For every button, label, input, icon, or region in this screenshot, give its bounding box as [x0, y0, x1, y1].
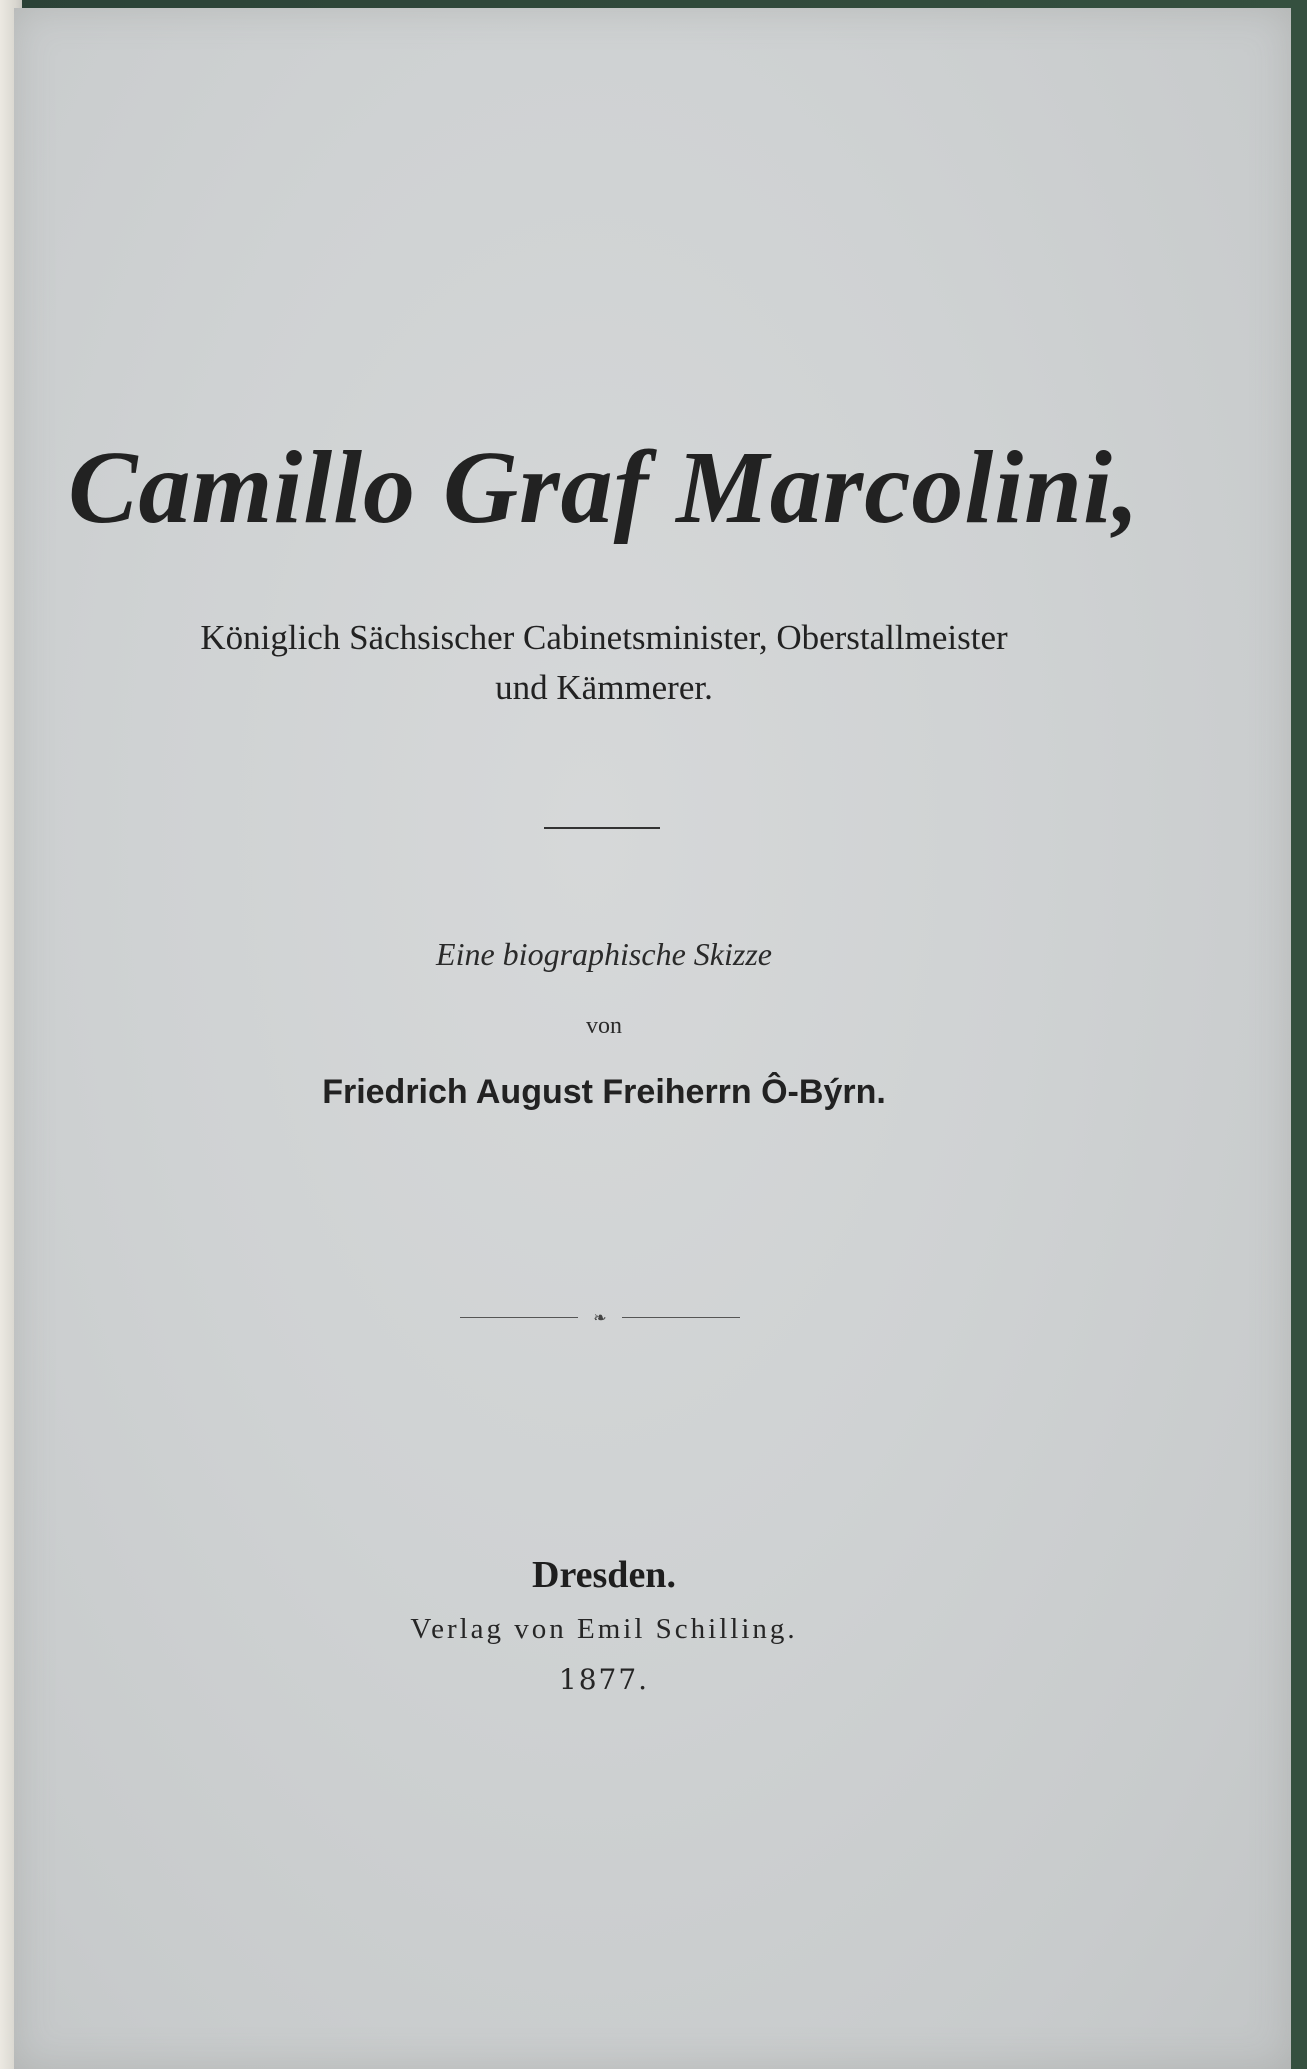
publisher: Verlag von Emil Schilling. [410, 1613, 798, 1645]
by-label: von [586, 1013, 622, 1039]
fleuron-icon: ❧ [593, 1308, 607, 1327]
publication-city: Dresden. [532, 1554, 676, 1596]
ornamental-divider [460, 1306, 740, 1330]
subtitle-line-2: und Kämmerer. [495, 668, 713, 707]
publication-year: 1877. [558, 1663, 650, 1696]
title-page [14, 8, 1291, 2069]
book-subtitle [14, 613, 1194, 713]
subtitle-line-1: Königlich Sächsischer Cabinetsminister, Oberstallmeister [200, 618, 1008, 657]
book-title: Camillo Graf Marcolini, [68, 430, 1140, 545]
genre-label: Eine biographische Skizze [436, 936, 772, 972]
divider-rule [544, 827, 660, 829]
ornament-line-left [460, 1317, 578, 1318]
ornament-line-right [622, 1317, 740, 1318]
author-name: Friedrich August Freiherrn Ô-Býrn. [322, 1073, 886, 1111]
